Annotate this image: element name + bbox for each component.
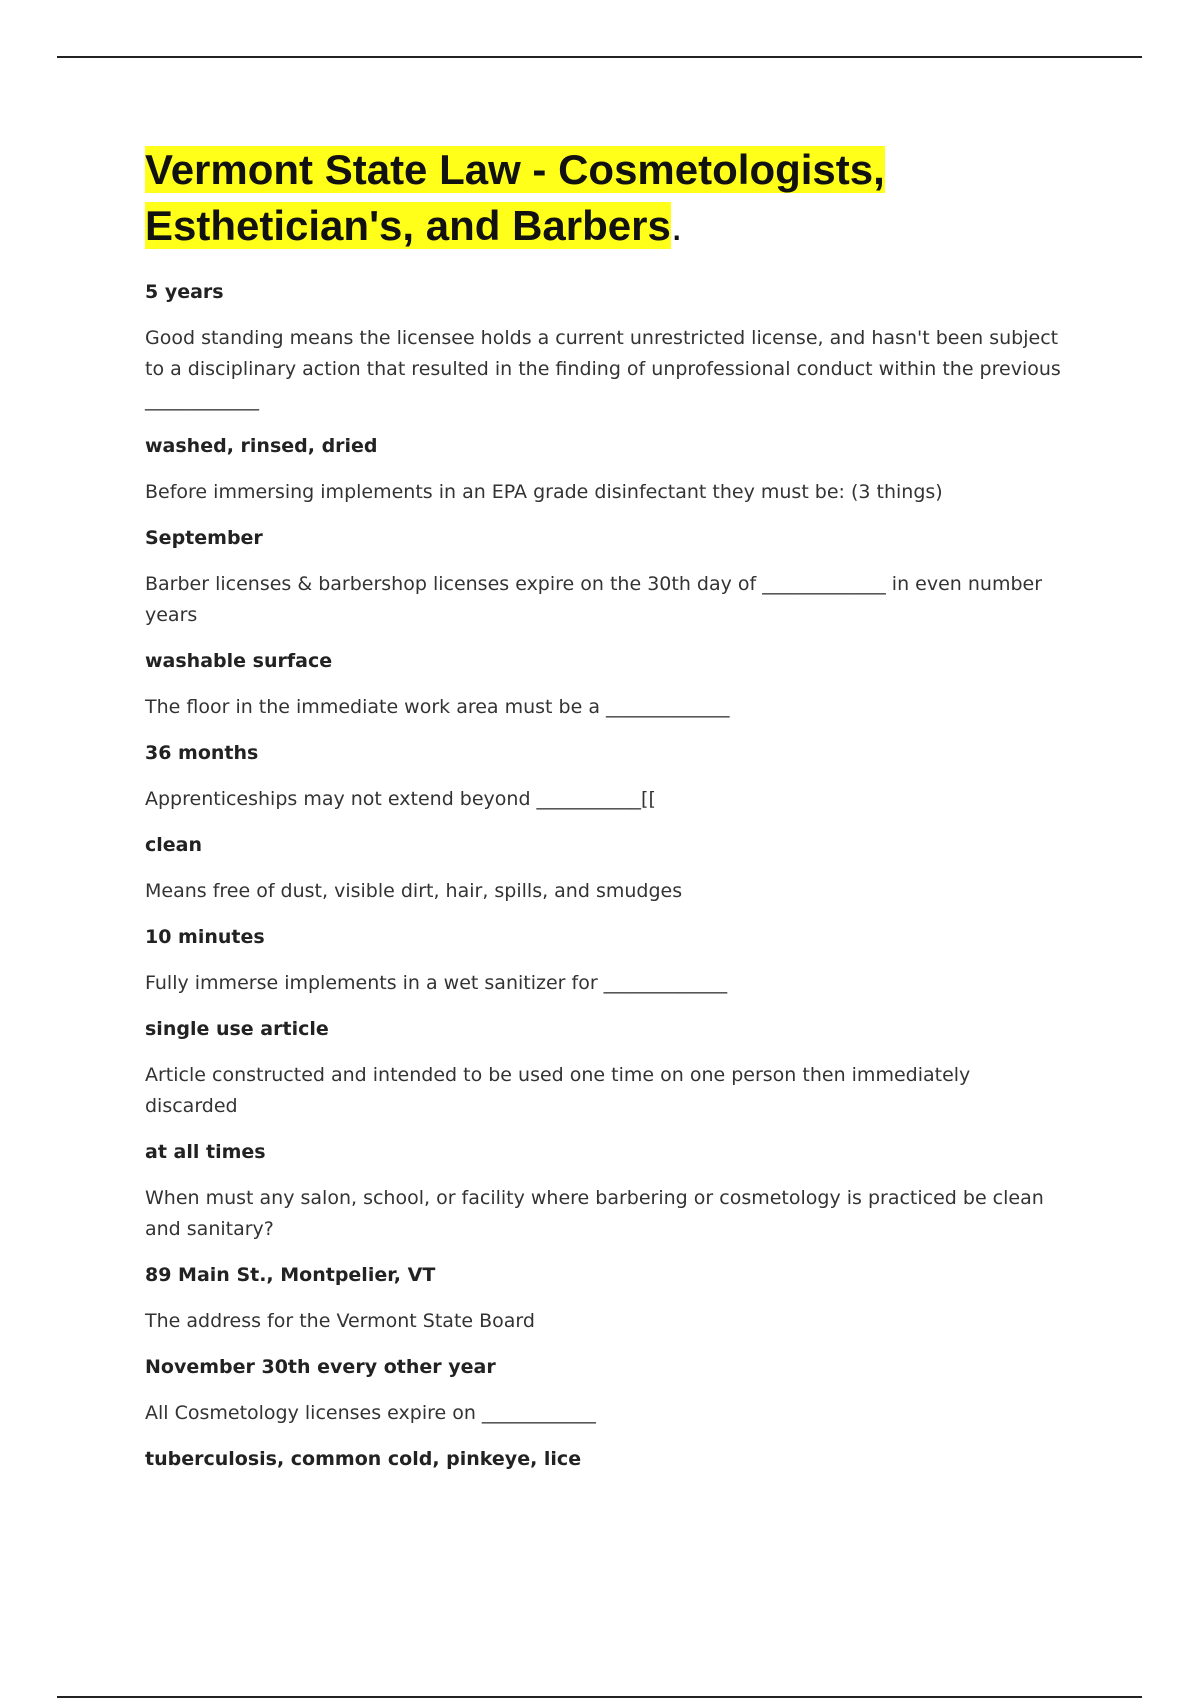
flashcard (145, 923, 1065, 999)
flashcard (145, 1261, 1065, 1337)
top-page-rule (57, 56, 1142, 58)
flashcard (145, 278, 1065, 416)
card-term: 36 months (145, 742, 259, 764)
card-term: September (145, 527, 263, 549)
card-term: 10 minutes (145, 926, 265, 948)
card-term: single use article (145, 1018, 329, 1040)
card-term: 89 Main St., Montpelier, VT (145, 1264, 436, 1286)
card-definition: The address for the Vermont State Board (145, 1310, 535, 1332)
card-term: November 30th every other year (145, 1356, 496, 1378)
card-definition: Article constructed and intended to be used one time on one person then immediately discarded (145, 1064, 971, 1117)
card-definition: Before immersing implements in an EPA grade disinfectant they must be: (3 things) (145, 481, 943, 503)
flashcard (145, 524, 1065, 631)
flashcard (145, 1015, 1065, 1122)
flashcard (145, 831, 1065, 907)
card-term: tuberculosis, common cold, pinkeye, lice (145, 1448, 582, 1470)
title-highlighted-text: Vermont State Law - Cosmetologists, Esthetician's, and Barbers (145, 146, 885, 249)
bottom-page-rule (57, 1696, 1142, 1698)
flashcard (145, 1138, 1065, 1245)
card-definition: Means free of dust, visible dirt, hair, spills, and smudges (145, 880, 683, 902)
card-term: washable surface (145, 650, 333, 672)
document-body (145, 142, 1065, 1490)
card-term: washed, rinsed, dried (145, 435, 378, 457)
flashcard-list (145, 278, 1065, 1473)
flashcard (145, 1353, 1065, 1429)
flashcard (145, 739, 1065, 815)
card-definition: Fully immerse implements in a wet sanitizer for _____________ (145, 972, 728, 994)
card-definition: Apprenticeships may not extend beyond ___________[[ (145, 788, 656, 810)
card-definition: Barber licenses & barbershop licenses expire on the 30th day of _____________ in even number years (145, 573, 1043, 626)
card-definition: Good standing means the licensee holds a current unrestricted license, and hasn't been subject to a disciplinary action that resulted in the finding of unprofessional conduct within the previous ____________ (145, 327, 1061, 411)
title-period: . (670, 202, 683, 249)
card-term: clean (145, 834, 203, 856)
card-term: at all times (145, 1141, 266, 1163)
card-definition: When must any salon, school, or facility where barbering or cosmetology is practiced be clean and sanitary? (145, 1187, 1044, 1240)
flashcard (145, 1445, 1065, 1473)
card-definition: All Cosmetology licenses expire on ____________ (145, 1402, 596, 1424)
document-title (145, 142, 1065, 254)
card-definition: The floor in the immediate work area must be a _____________ (145, 696, 730, 718)
flashcard (145, 432, 1065, 508)
card-term: 5 years (145, 281, 224, 303)
flashcard (145, 647, 1065, 723)
